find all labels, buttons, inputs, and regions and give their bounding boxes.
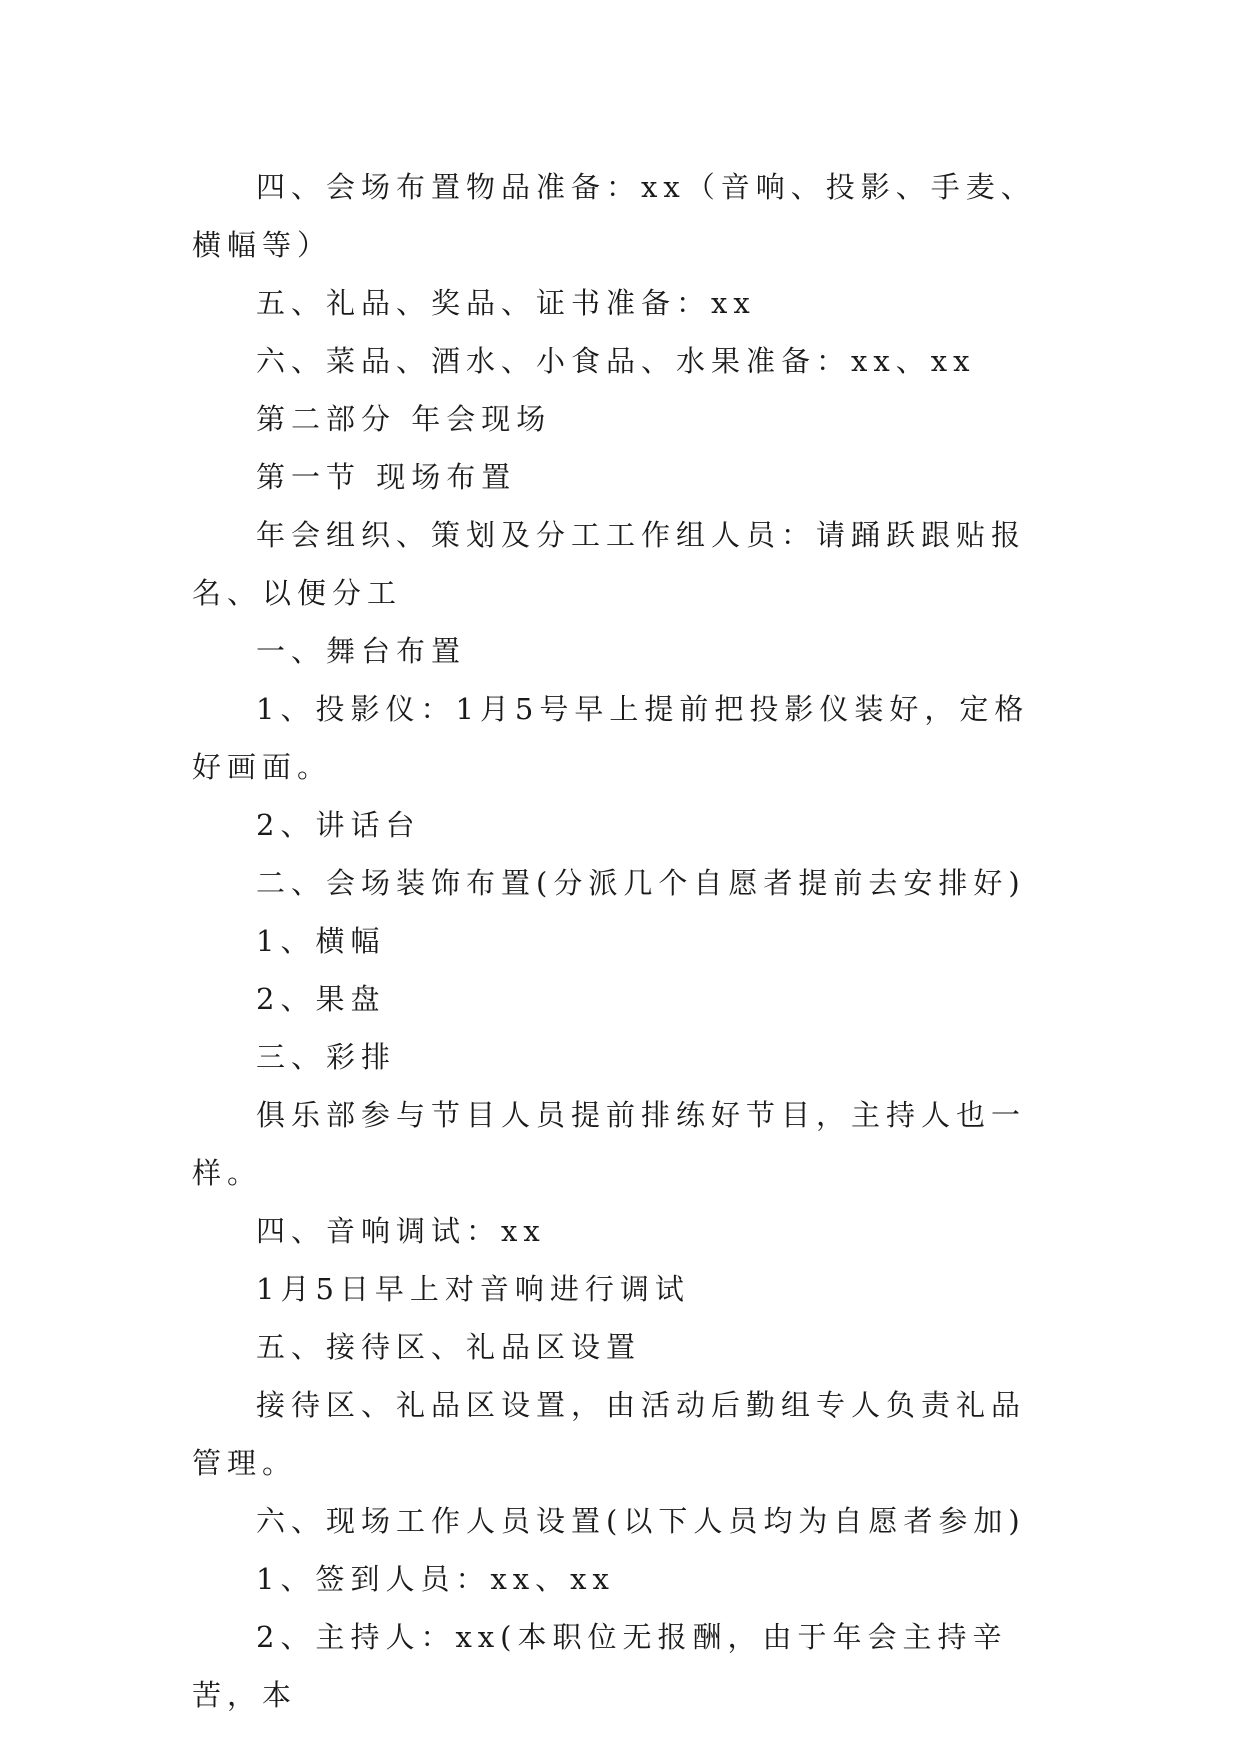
section-one-heading: 第一节 现场布置 xyxy=(256,460,517,494)
document-body xyxy=(192,158,1050,1724)
item-projector: 1、投影仪：1月5号早上提前把投影仪装好，定格好画面。 xyxy=(192,692,1030,784)
item-rehearsal: 三、彩排 xyxy=(256,1040,397,1074)
paragraph-gifts-prizes: 五、礼品、奖品、证书准备：xx xyxy=(256,286,756,320)
item-venue-decoration: 二、会场装饰布置(分派几个自愿者提前去安排好) xyxy=(256,866,1026,900)
part-two-heading: 第二部分 年会现场 xyxy=(256,402,552,436)
item-stage-setup: 一、舞台布置 xyxy=(256,634,467,668)
paragraph-food-drinks: 六、菜品、酒水、小食品、水果准备：xx、xx xyxy=(256,344,976,378)
item-banner: 1、横幅 xyxy=(256,924,386,958)
paragraph-sound-check-detail: 1月5日早上对音响进行调试 xyxy=(256,1272,690,1306)
paragraph-reception-detail: 接待区、礼品区设置，由活动后勤组专人负责礼品管理。 xyxy=(192,1388,1027,1480)
item-onsite-staff: 六、现场工作人员设置(以下人员均为自愿者参加) xyxy=(256,1504,1026,1538)
paragraph-organizing-team: 年会组织、策划及分工工作组人员：请踊跃跟贴报名、以便分工 xyxy=(192,518,1027,610)
paragraph-venue-supplies: 四、会场布置物品准备：xx（音响、投影、手麦、横幅等） xyxy=(192,170,1036,262)
item-sound-check: 四、音响调试：xx xyxy=(256,1214,546,1248)
item-podium: 2、讲话台 xyxy=(256,808,421,842)
paragraph-rehearsal-detail: 俱乐部参与节目人员提前排练好节目，主持人也一样。 xyxy=(192,1098,1027,1190)
item-fruit-plate: 2、果盘 xyxy=(256,982,386,1016)
item-check-in-staff: 1、签到人员：xx、xx xyxy=(256,1562,615,1596)
item-host: 2、主持人：xx(本职位无报酬，由于年会主持辛苦，本 xyxy=(192,1620,1008,1712)
item-reception-gift-area: 五、接待区、礼品区设置 xyxy=(256,1330,642,1364)
